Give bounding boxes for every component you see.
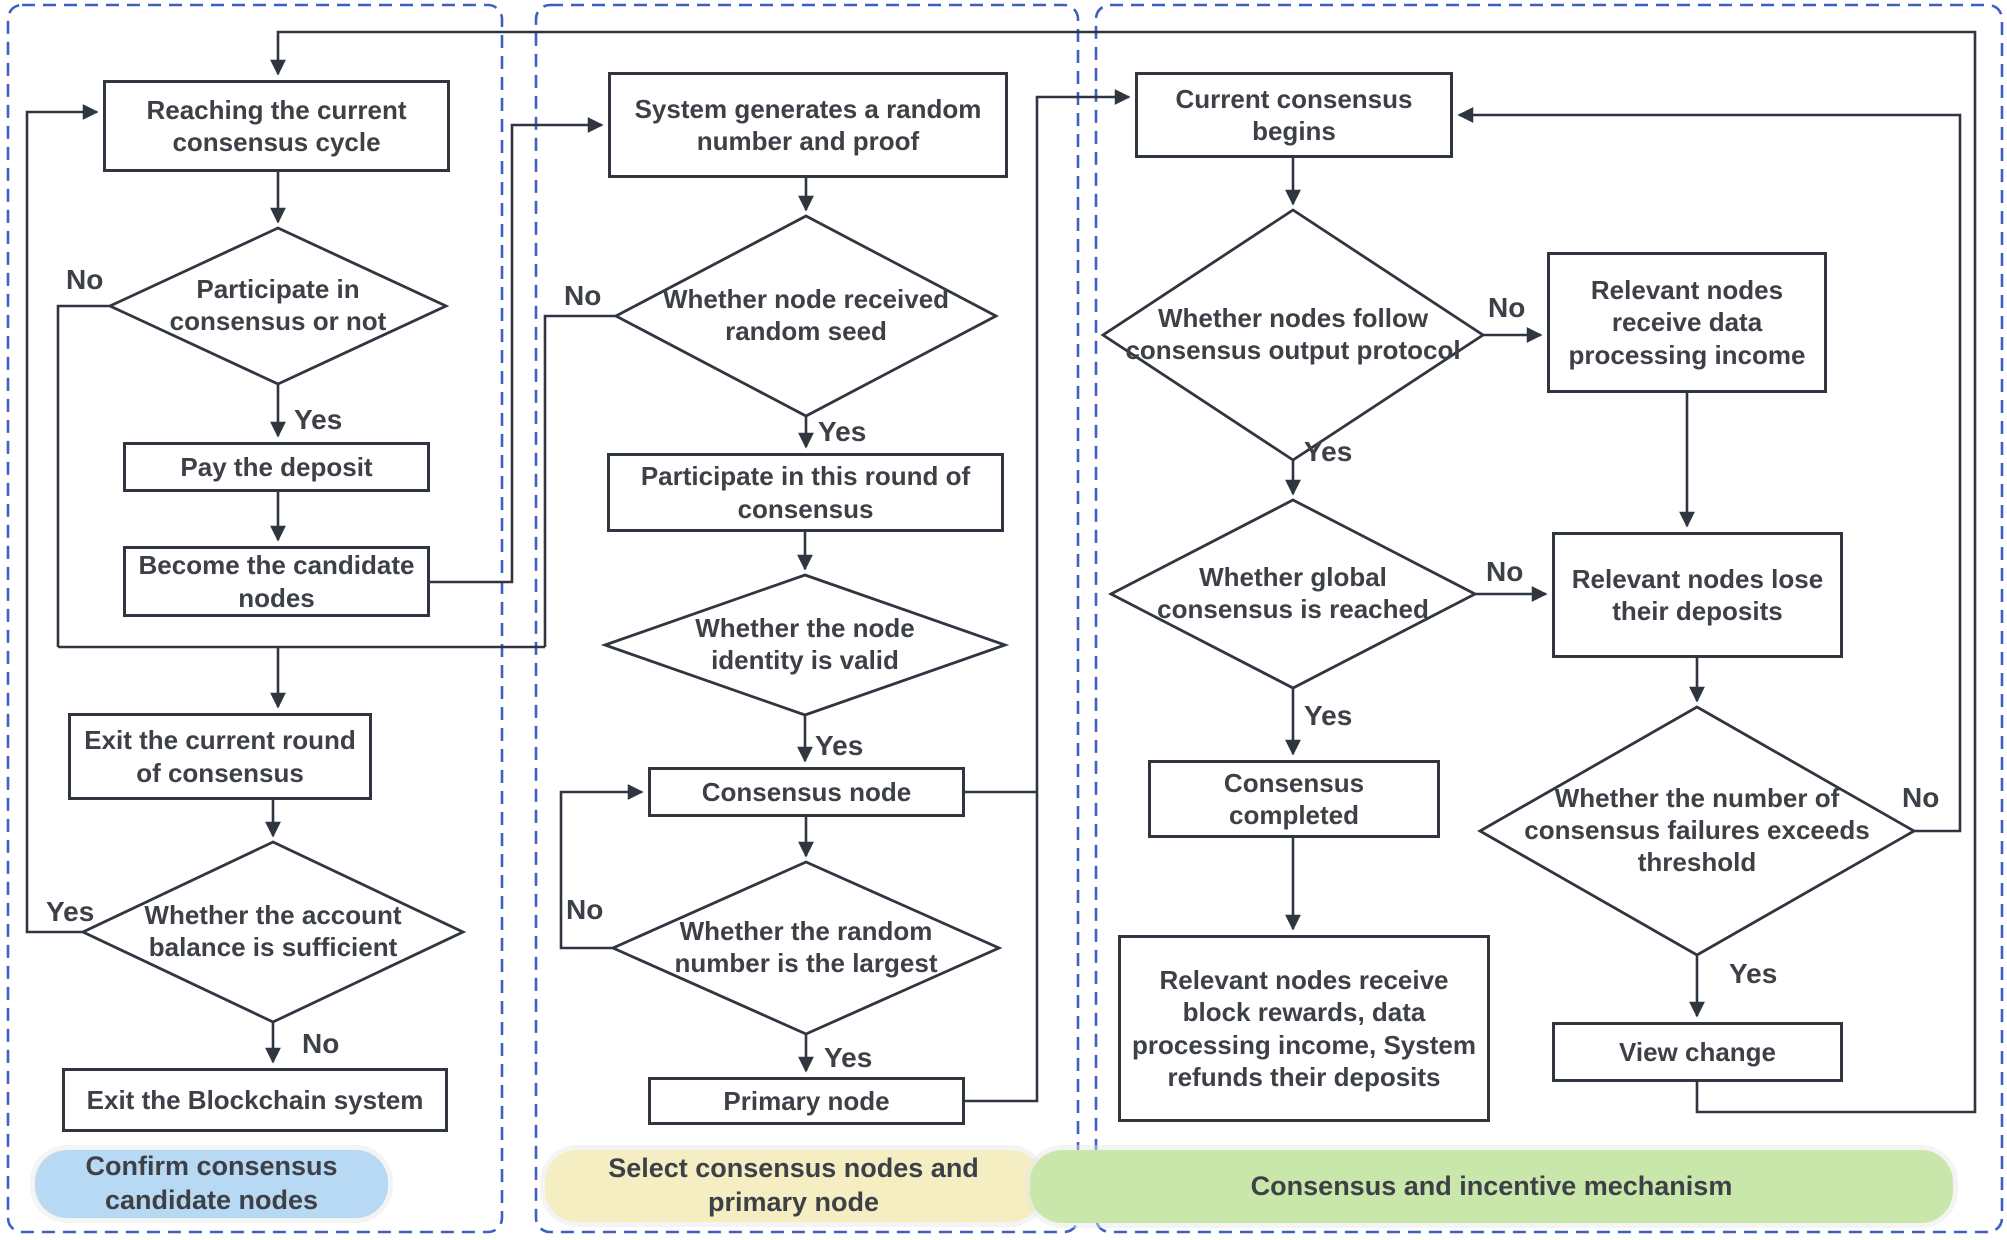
- node-exit-round: [68, 713, 372, 800]
- label-participate-yes: Yes: [294, 404, 343, 435]
- node-reaching-cycle: [103, 80, 450, 172]
- label-protocol-yes: Yes: [1304, 436, 1353, 467]
- decision-global-reached-label: Whether global consensus is reached: [1157, 562, 1429, 624]
- node-exit-blockchain: [62, 1068, 448, 1132]
- node-current-begins-label: Current consensus begins: [1175, 83, 1413, 146]
- node-exit-blockchain-label: Exit the Blockchain system: [86, 1084, 424, 1115]
- node-consensus-completed-label: Consensus completed: [1223, 767, 1365, 830]
- pill-confirm-candidates: [35, 1150, 388, 1218]
- label-balance-no: No: [302, 1028, 340, 1059]
- label-threshold-no: No: [1902, 782, 1940, 813]
- node-reaching-cycle-label: Reaching the current consensus cycle: [146, 94, 407, 157]
- node-receive-income: [1547, 252, 1827, 393]
- node-primary-node-label: Primary node: [723, 1085, 890, 1116]
- node-primary-node: [648, 1077, 965, 1125]
- node-current-begins: [1135, 72, 1453, 158]
- node-consensus-node-label: Consensus node: [701, 776, 912, 807]
- edge-participate-no-path: [58, 306, 110, 647]
- decision-participate-or-not: [110, 228, 446, 384]
- node-consensus-completed: [1148, 760, 1440, 838]
- node-receive-rewards-label: Relevant nodes receive block rewards, data processing income, System refunds their deposits: [1132, 964, 1476, 1092]
- label-balance-yes: Yes: [46, 896, 95, 927]
- pill-confirm-candidates-label: Confirm consensus candidate nodes: [85, 1151, 338, 1215]
- label-identity-yes: Yes: [815, 730, 864, 761]
- node-receive-rewards: [1118, 935, 1490, 1122]
- node-consensus-node: [648, 767, 965, 817]
- node-become-candidate: [123, 546, 430, 617]
- label-seed-no: No: [564, 280, 602, 311]
- pill-consensus-incentive: [1030, 1150, 1953, 1223]
- decision-failures-threshold-label: Whether the number of consensus failures exceeds threshold: [1524, 783, 1870, 877]
- decision-follow-protocol-label: Whether nodes follow consensus output protocol: [1125, 303, 1461, 365]
- label-threshold-yes: Yes: [1729, 958, 1778, 989]
- decision-received-seed-label: Whether node received random seed: [662, 284, 950, 346]
- node-system-generates: [608, 72, 1008, 178]
- node-exit-round-label: Exit the current round of consensus: [84, 725, 356, 788]
- panel-confirm-candidates-border: [8, 5, 502, 1232]
- pill-select-nodes: [545, 1150, 1042, 1222]
- decision-failures-threshold: [1480, 707, 1914, 955]
- label-seed-yes: Yes: [818, 416, 867, 447]
- label-protocol-no: No: [1488, 292, 1526, 323]
- decision-participate-or-not-label: Participate in consensus or not: [169, 274, 387, 336]
- decision-random-largest: [613, 862, 999, 1034]
- pill-select-nodes-label: Select consensus nodes and primary node: [608, 1153, 979, 1217]
- node-receive-income-label: Relevant nodes receive data processing income: [1568, 274, 1806, 370]
- pill-consensus-incentive-label: Consensus and incentive mechanism: [1250, 1170, 1733, 1201]
- node-view-change: [1552, 1022, 1843, 1082]
- decision-identity-valid-label: Whether the node identity is valid: [695, 613, 915, 675]
- node-lose-deposits-label: Relevant nodes lose their deposits: [1571, 563, 1824, 626]
- decision-balance-sufficient: [83, 842, 463, 1022]
- node-pay-deposit-label: Pay the deposit: [180, 451, 373, 482]
- node-lose-deposits: [1552, 532, 1843, 658]
- edge-balance-yes-loop: [27, 112, 97, 932]
- edge-candidate-to-generator: [430, 125, 602, 582]
- decision-received-seed: [616, 216, 996, 416]
- node-become-candidate-label: Become the candidate nodes: [138, 550, 415, 613]
- label-random-no: No: [566, 894, 604, 925]
- decision-identity-valid: [605, 575, 1005, 715]
- node-pay-deposit: [123, 442, 430, 492]
- decision-follow-protocol: [1103, 210, 1483, 460]
- node-participate-round: [607, 453, 1004, 532]
- decision-global-reached: [1111, 500, 1475, 688]
- label-global-yes: Yes: [1304, 700, 1353, 731]
- node-system-generates-label: System generates a random number and proof: [634, 93, 982, 156]
- edge-seed-no-path: [545, 316, 616, 647]
- decision-random-largest-label: Whether the random number is the largest: [674, 916, 938, 978]
- label-random-yes: Yes: [824, 1042, 873, 1073]
- label-global-no: No: [1486, 556, 1524, 587]
- node-view-change-label: View change: [1618, 1036, 1777, 1067]
- decision-balance-sufficient-label: Whether the account balance is sufficient: [144, 900, 402, 962]
- label-participate-no: No: [66, 264, 104, 295]
- node-participate-round-label: Participate in this round of consensus: [640, 461, 971, 524]
